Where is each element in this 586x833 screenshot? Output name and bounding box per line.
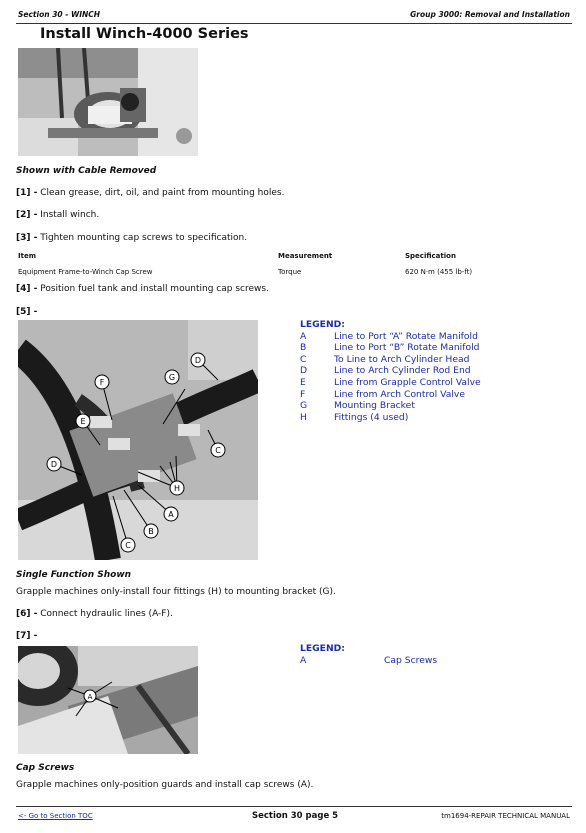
step-7: [7] - <box>16 631 38 641</box>
go-to-section-toc-link[interactable]: <- Go to Section TOC <box>18 812 93 820</box>
group-header: Group 3000: Removal and Installation <box>410 10 570 19</box>
section-header: Section 30 - WINCH <box>18 10 101 19</box>
callout-h: H <box>173 484 181 493</box>
cap-screws-photo <box>18 646 198 754</box>
figure2-note: Grapple machines only-install four fittings (H) to mounting bracket (G). <box>16 587 336 597</box>
figure3-legend <box>300 643 437 666</box>
step-2: [2] - Install winch. <box>16 210 100 220</box>
step-5: [5] - <box>16 307 38 317</box>
footer-divider <box>16 806 572 807</box>
manual-id: tm1694-REPAIR TECHNICAL MANUAL <box>441 812 570 820</box>
legend-row: D Line to Arch Cylinder Rod End <box>300 365 471 377</box>
table-header-measurement: Measurement <box>278 252 333 260</box>
callout-a: A <box>168 510 174 519</box>
callout-g: G <box>168 373 176 382</box>
figure1-caption: Shown with Cable Removed <box>16 166 157 176</box>
legend-row: C To Line to Arch Cylinder Head <box>300 353 470 365</box>
table-cell-specification: 620 N·m (455 lb-ft) <box>405 268 473 276</box>
legend-row: G Mounting Bracket <box>300 400 415 412</box>
step-1: [1] - Clean grease, dirt, oil, and paint from mounting holes. <box>16 188 285 198</box>
legend-row: A Line to Port “A” Rotate Manifold <box>300 330 478 342</box>
step-6: [6] - Connect hydraulic lines (A-F). <box>16 609 173 619</box>
figure2-caption: Single Function Shown <box>16 570 132 580</box>
hydraulic-lines-photo <box>18 320 258 560</box>
page-number: Section 30 page 5 <box>252 811 339 821</box>
callout-b: B <box>148 527 154 536</box>
table-cell-item: Equipment Frame-to-Winch Cap Screw <box>18 268 153 276</box>
callout-d-lower: D <box>50 460 58 469</box>
figure3-note: Grapple machines only-position guards and install cap screws (A). <box>16 780 314 790</box>
legend-title: LEGEND: <box>300 319 345 330</box>
callout-e: E <box>80 417 86 426</box>
figure3-caption: Cap Screws <box>16 763 75 773</box>
figure2-legend <box>300 319 481 423</box>
winch-photo <box>18 48 198 156</box>
callout-d-upper: D <box>194 356 202 365</box>
table-header-item: Item <box>18 252 36 260</box>
step-3: [3] - Tighten mounting cap screws to specification. <box>16 233 248 243</box>
legend-row: B Line to Port “B” Rotate Manifold <box>300 342 480 354</box>
callout-c-bottom: C <box>125 541 131 550</box>
table-header-specification: Specification <box>405 252 456 260</box>
legend-row: A Cap Screws <box>300 654 438 666</box>
callout-c-right: C <box>215 446 221 455</box>
legend-row: F Line from Arch Control Valve <box>300 388 465 400</box>
table-cell-measurement: Torque <box>278 268 302 276</box>
page-title: Install Winch-4000 Series <box>40 26 249 42</box>
legend-row: H Fittings (4 used) <box>300 411 409 423</box>
callout-f: F <box>99 378 105 387</box>
step-4: [4] - Position fuel tank and install mounting cap screws. <box>16 284 269 294</box>
callout-a-cap-screws: A <box>87 693 93 701</box>
legend-title: LEGEND: <box>300 643 345 654</box>
header-divider <box>16 23 572 24</box>
legend-row: E Line from Grapple Control Valve <box>300 376 481 388</box>
